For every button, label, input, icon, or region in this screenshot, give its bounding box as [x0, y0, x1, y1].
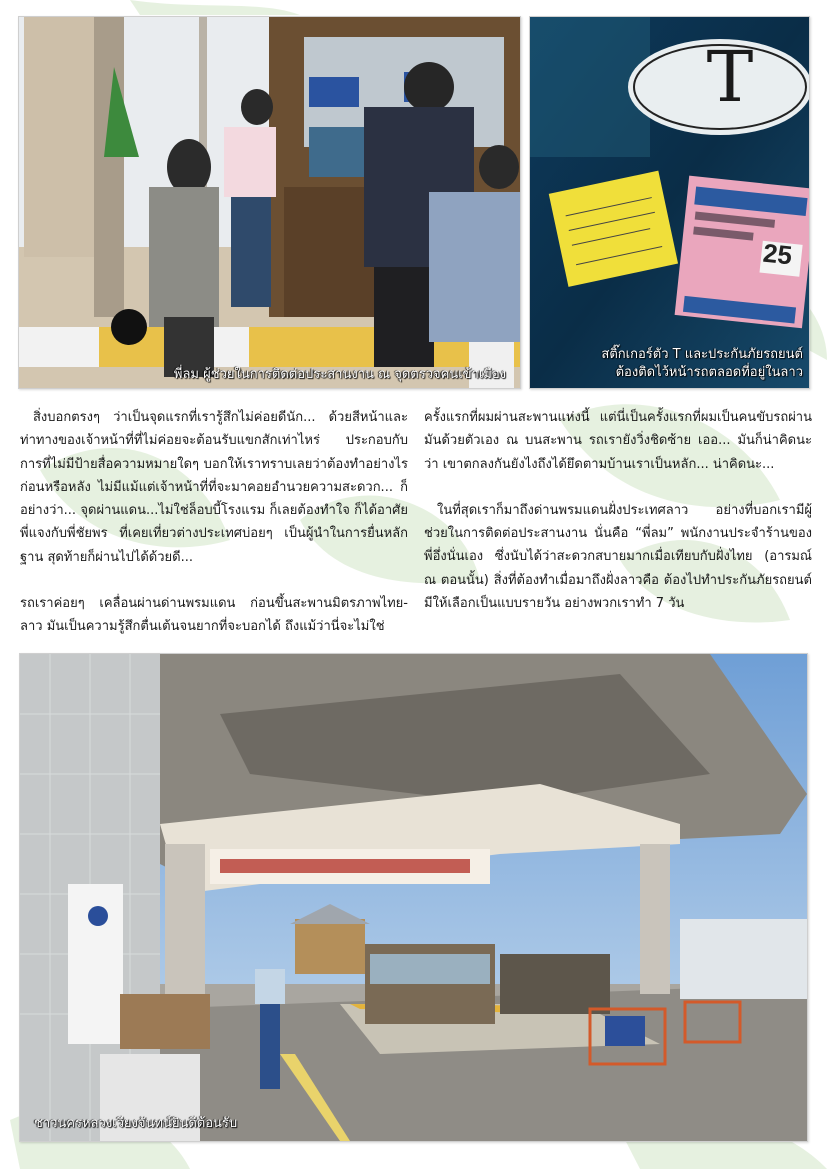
photo-vientiane-border-gate: [19, 653, 808, 1142]
article-paragraph: ครั้งแรกที่ผมผ่านสะพานแห่งนี้ แต่นี่เป็นครั้งแรกที่ผมเป็นคนขับรถผ่านมันด้วยตัวเอง ณ บนสะพาน รถเรายังวิ่งชิดซ้าย เออ... มันก็น่าคิดนะว่า เขาตกลงกันยังไงถึงได้ยึดตามบ้านเราเป็นหลัก... น่าคิดนะ...: [424, 410, 812, 472]
sticker-letter: T: [706, 36, 754, 118]
article-left-column: [20, 406, 408, 639]
article-paragraph: รถเราค่อยๆ เคลื่อนผ่านด่านพรมแดน ก่อนขึ้นสะพานมิตรภาพไทย-ลาว มันเป็นความรู้สึกตื่นเต้นจนยากที่จะบอกได้ ถึงแม้ว่านี่จะไม่ใช่: [20, 596, 408, 635]
photo-car-stickers-image: [530, 17, 809, 388]
photo-immigration-checkpoint-image: [19, 17, 520, 388]
photo-car-stickers: [529, 16, 810, 389]
photo-caption: ชาวนครหลวงเวียงจันทน์ยินดีต้อนรับ: [34, 1116, 238, 1131]
photo-caption-line-2: ต้องติดไว้หน้ารถตลอดที่อยู่ในลาว: [615, 365, 803, 380]
photo-caption-line-1: สติ๊กเกอร์ตัว T และประกันภัยรถยนต์: [601, 347, 803, 362]
photo-caption: พี่ลม ผู้ช่วยในการติดต่อประสานงาน ณ จุดตรวจคนเข้าเมือง: [173, 367, 506, 382]
article-paragraph: สิ่งบอกตรงๆ ว่าเป็นจุดแรกที่เรารู้สึกไม่ค่อยดีนัก... ด้วยสีหน้าและท่าทางของเจ้าหน้าที่ที่ไม่ค่อยจะต้อนรับแขกสักเท่าไหร่ ประกอบกับการที่ไม่มีป้ายสื่อความหมายใดๆ บอกให้เราทราบเลยว่าต้องทำอย่างไร ก่อนหรือหลัง ไม่มีแม้แต่เจ้าหน้าที่ที่จะมาคอยอำนวยความสะดวก... ก็อย่างว่า... จุดผ่านแดน...ไม่ใช่ล็อบบี้โรงแรม ก็เลยต้องทำใจ ก็ได้อาศัย พี่แจงกับพี่ชัยพร ที่เคยเที่ยวต่างประเทศบ่อยๆ เป็นผู้นำในการยื่นหลักฐาน สุดท้ายก็ผ่านไปได้ด้วยดี...: [20, 410, 408, 565]
article-paragraph: ในที่สุดเราก็มาถึงด่านพรมแดนฝั่งประเทศลาว อย่างที่บอกเรามีผู้ช่วยในการติดต่อประสานงาน นั่นคือ “พี่ลม” พนักงานประจำร้านของพี่อึ่งนั่นเอง ซึ่งนับได้ว่าสะดวกสบายมากเมื่อเทียบกับฝั่งไทย (อารมณ์ ณ ตอนนั้น) สิ่งที่ต้องทำเมื่อมาถึงฝั่งลาวคือ ต้องไปทำประกันภัยรถยนต์ มีให้เลือกเป็นแบบรายวัน อย่างพวกเราทำ 7 วัน: [424, 502, 812, 612]
photo-vientiane-border-gate-image: [20, 654, 807, 1141]
tax-sticker-number: 25: [761, 237, 794, 271]
photo-caption: [601, 346, 803, 382]
photo-immigration-checkpoint: [18, 16, 521, 389]
article-right-column: [424, 406, 812, 615]
